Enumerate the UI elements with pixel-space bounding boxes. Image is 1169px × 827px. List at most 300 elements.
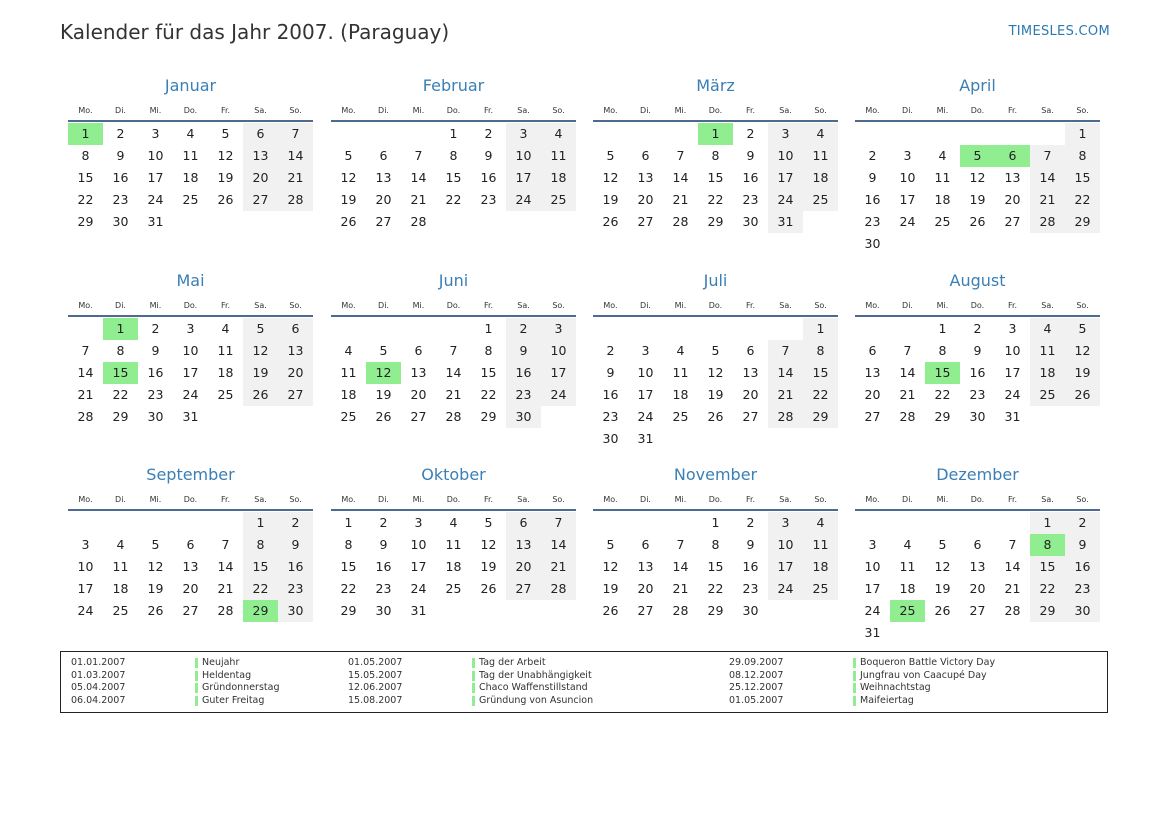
weekday-label: Mo.: [603, 495, 618, 504]
day-cell: 3: [641, 343, 650, 358]
day-cell: 26: [707, 409, 724, 424]
day-cell: 31: [182, 409, 199, 424]
day-cell: 12: [147, 559, 164, 574]
weekend-day: 14: [278, 145, 313, 167]
day-cell: 23: [480, 192, 497, 207]
empty-cell: [733, 318, 768, 340]
holiday-marker: [472, 683, 475, 693]
day-cell: 9: [868, 170, 877, 185]
weekday-label: So.: [814, 301, 827, 310]
week-row: [855, 233, 1100, 255]
day-cell: 31: [410, 603, 427, 618]
day-cell: 10: [182, 343, 199, 358]
empty-cell: [541, 600, 576, 622]
empty-cell: [401, 123, 436, 145]
day-cell: 2: [484, 126, 493, 141]
weekday-label: Sa.: [254, 106, 267, 115]
empty-cell: [471, 600, 506, 622]
day-cell: 1: [938, 321, 947, 336]
day-cell: 17: [410, 559, 427, 574]
week-row: [593, 406, 838, 428]
month-divider: [855, 509, 1100, 511]
day-cell: 30: [742, 214, 759, 229]
day-cell: 21: [1004, 581, 1021, 596]
day-cell: 28: [410, 214, 427, 229]
week-row: [593, 123, 838, 145]
weekend-day: 3: [541, 318, 576, 340]
day-cell: 27: [637, 214, 654, 229]
day-cell: 19: [934, 581, 951, 596]
day-cell: 26: [147, 603, 164, 618]
holiday-day: 6: [995, 145, 1030, 167]
day-cell: 5: [484, 515, 493, 530]
empty-cell: [803, 428, 838, 450]
weekend-day: 18: [803, 556, 838, 578]
weekday-label: Di.: [378, 106, 389, 115]
month-divider: [331, 315, 576, 317]
day-cell: 23: [864, 214, 881, 229]
weekend-day: 4: [803, 123, 838, 145]
empty-cell: [68, 512, 103, 534]
day-cell: 4: [221, 321, 230, 336]
weekend-day: 26: [1065, 384, 1100, 406]
week-row: [68, 145, 313, 167]
weekday-header: [855, 104, 1100, 118]
weekend-day: 7: [278, 123, 313, 145]
weekday-label: Do.: [183, 106, 198, 115]
week-row: [331, 578, 576, 600]
weekday-header: [593, 104, 838, 118]
weekend-day: 15: [1030, 556, 1065, 578]
day-cell: 19: [217, 170, 234, 185]
day-cell: 15: [445, 170, 462, 185]
day-cell: 23: [742, 192, 759, 207]
day-cell: 24: [182, 387, 199, 402]
day-cell: 11: [934, 170, 951, 185]
empty-cell: [733, 428, 768, 450]
weekday-label: Di.: [640, 495, 651, 504]
day-cell: 4: [186, 126, 195, 141]
empty-cell: [995, 233, 1030, 255]
month-name: August: [949, 271, 1006, 290]
weekend-day: 23: [278, 578, 313, 600]
day-cell: 25: [445, 581, 462, 596]
month-name: November: [673, 465, 758, 484]
day-cell: 30: [147, 409, 164, 424]
day-cell: 26: [934, 603, 951, 618]
week-row: [593, 318, 838, 340]
day-cell: 26: [602, 603, 619, 618]
week-row: [68, 406, 313, 428]
week-row: [593, 578, 838, 600]
day-cell: 3: [186, 321, 195, 336]
day-cell: 19: [707, 387, 724, 402]
day-cell: 6: [414, 343, 423, 358]
weekend-day: 27: [243, 189, 278, 211]
day-cell: 16: [375, 559, 392, 574]
day-cell: 5: [379, 343, 388, 358]
week-row: [68, 578, 313, 600]
month-divider: [855, 315, 1100, 317]
day-cell: 26: [375, 409, 392, 424]
weekday-label: Fr.: [745, 106, 756, 115]
weekend-day: 18: [541, 167, 576, 189]
day-cell: 9: [606, 365, 615, 380]
week-row: [855, 340, 1100, 362]
weekend-day: 3: [768, 512, 803, 534]
weekday-label: Mo.: [78, 495, 93, 504]
day-cell: 20: [637, 581, 654, 596]
weekday-label: Do.: [446, 106, 461, 115]
day-cell: 19: [480, 559, 497, 574]
empty-cell: [278, 211, 313, 233]
empty-cell: [208, 512, 243, 534]
day-cell: 4: [449, 515, 458, 530]
weekday-label: Mo.: [603, 106, 618, 115]
day-cell: 16: [864, 192, 881, 207]
empty-cell: [1065, 406, 1100, 428]
day-cell: 7: [676, 537, 685, 552]
day-cell: 28: [1004, 603, 1021, 618]
day-cell: 27: [375, 214, 392, 229]
weekend-day: 8: [803, 340, 838, 362]
day-cell: 30: [742, 603, 759, 618]
month-divider: [68, 509, 313, 511]
weekend-day: 31: [768, 211, 803, 233]
weekday-label: So.: [1076, 106, 1089, 115]
month-name: April: [959, 76, 996, 95]
weekend-day: 15: [803, 362, 838, 384]
holiday-name: Maifeiertag: [860, 695, 914, 707]
week-row: [855, 189, 1100, 211]
weekday-label: Fr.: [220, 495, 231, 504]
weekend-day: 30: [1065, 600, 1100, 622]
day-cell: 24: [410, 581, 427, 596]
month-divider: [331, 120, 576, 122]
week-row: [68, 123, 313, 145]
month-juli: [593, 268, 838, 450]
day-cell: 17: [1004, 365, 1021, 380]
weekday-label: Sa.: [779, 301, 792, 310]
day-cell: 18: [340, 387, 357, 402]
day-cell: 12: [934, 559, 951, 574]
weekend-day: 22: [1065, 189, 1100, 211]
day-cell: 5: [344, 148, 353, 163]
empty-cell: [925, 622, 960, 644]
weekend-day: 2: [506, 318, 541, 340]
day-cell: 6: [379, 148, 388, 163]
weekend-day: 11: [541, 145, 576, 167]
day-cell: 24: [864, 603, 881, 618]
weekend-day: 5: [243, 318, 278, 340]
weekend-day: 15: [1065, 167, 1100, 189]
weekday-label: Sa.: [1041, 106, 1054, 115]
day-cell: 14: [899, 365, 916, 380]
week-row: [855, 362, 1100, 384]
month-name: Januar: [164, 76, 217, 95]
day-cell: 24: [637, 409, 654, 424]
day-cell: 7: [81, 343, 90, 358]
day-cell: 2: [151, 321, 160, 336]
weekday-label: So.: [1076, 301, 1089, 310]
day-cell: 11: [182, 148, 199, 163]
weekend-day: 25: [1030, 384, 1065, 406]
day-cell: 29: [480, 409, 497, 424]
day-cell: 5: [938, 537, 947, 552]
weekend-day: 13: [243, 145, 278, 167]
day-cell: 19: [340, 192, 357, 207]
day-cell: 22: [480, 387, 497, 402]
day-cell: 28: [672, 603, 689, 618]
day-cell: 28: [77, 409, 94, 424]
day-cell: 13: [864, 365, 881, 380]
empty-cell: [436, 600, 471, 622]
weekend-day: 9: [278, 534, 313, 556]
day-cell: 13: [637, 559, 654, 574]
month-august: [855, 268, 1100, 428]
weekend-day: 24: [768, 578, 803, 600]
weekday-label: Sa.: [779, 106, 792, 115]
weekend-day: 3: [768, 123, 803, 145]
weekend-day: 10: [506, 145, 541, 167]
weekday-label: So.: [814, 106, 827, 115]
holiday-date: 01.03.2007: [71, 669, 126, 681]
day-cell: 7: [414, 148, 423, 163]
day-cell: 27: [742, 409, 759, 424]
empty-cell: [138, 512, 173, 534]
holiday-day: 1: [698, 123, 733, 145]
month-name: Juli: [703, 271, 728, 290]
month-januar: [68, 73, 313, 233]
week-row: [593, 534, 838, 556]
day-cell: 10: [410, 537, 427, 552]
weekend-day: 27: [278, 384, 313, 406]
weekday-label: Do.: [708, 106, 723, 115]
day-cell: 21: [410, 192, 427, 207]
day-cell: 29: [112, 409, 129, 424]
weekend-day: 16: [278, 556, 313, 578]
week-row: [68, 384, 313, 406]
weekend-day: 26: [243, 384, 278, 406]
week-row: [593, 145, 838, 167]
day-cell: 15: [707, 170, 724, 185]
weekday-label: Sa.: [254, 301, 267, 310]
empty-cell: [506, 600, 541, 622]
day-cell: 28: [899, 409, 916, 424]
weekday-label: So.: [289, 301, 302, 310]
month-märz: [593, 73, 838, 233]
weekend-day: 10: [541, 340, 576, 362]
weekend-day: 23: [1065, 578, 1100, 600]
day-cell: 13: [182, 559, 199, 574]
day-cell: 21: [445, 387, 462, 402]
weekday-label: Mo.: [865, 301, 880, 310]
day-cell: 5: [606, 537, 615, 552]
day-cell: 11: [899, 559, 916, 574]
month-name: Juni: [438, 271, 469, 290]
weekend-day: 16: [506, 362, 541, 384]
weekday-label: Do.: [446, 301, 461, 310]
day-cell: 24: [899, 214, 916, 229]
week-row: [855, 556, 1100, 578]
empty-cell: [890, 512, 925, 534]
week-row: [593, 512, 838, 534]
weekend-day: 14: [541, 534, 576, 556]
weekend-day: 21: [278, 167, 313, 189]
day-cell: 12: [707, 365, 724, 380]
week-row: [855, 534, 1100, 556]
weekday-label: Mo.: [78, 301, 93, 310]
day-cell: 20: [375, 192, 392, 207]
week-row: [593, 189, 838, 211]
day-cell: 21: [672, 581, 689, 596]
holiday-date: 25.12.2007: [729, 682, 784, 694]
empty-cell: [628, 123, 663, 145]
weekday-label: Mi.: [412, 106, 425, 115]
weekday-label: Mi.: [149, 106, 162, 115]
day-cell: 16: [969, 365, 986, 380]
day-cell: 2: [746, 515, 755, 530]
day-cell: 11: [217, 343, 234, 358]
day-cell: 11: [445, 537, 462, 552]
holiday-day: 12: [366, 362, 401, 384]
holiday-name: Guter Freitag: [202, 695, 265, 707]
empty-cell: [663, 123, 698, 145]
weekday-label: Mo.: [603, 301, 618, 310]
weekend-day: 22: [1030, 578, 1065, 600]
day-cell: 23: [375, 581, 392, 596]
month-mai: [68, 268, 313, 428]
empty-cell: [1030, 123, 1065, 145]
week-row: [855, 622, 1100, 644]
day-cell: 27: [637, 603, 654, 618]
empty-cell: [995, 123, 1030, 145]
weekend-day: 12: [243, 340, 278, 362]
week-row: [68, 189, 313, 211]
day-cell: 6: [641, 148, 650, 163]
day-cell: 20: [410, 387, 427, 402]
weekend-day: 7: [541, 512, 576, 534]
weekend-day: 20: [278, 362, 313, 384]
day-cell: 18: [672, 387, 689, 402]
day-cell: 2: [116, 126, 125, 141]
weekday-label: Fr.: [483, 495, 494, 504]
day-cell: 8: [484, 343, 493, 358]
week-row: [593, 211, 838, 233]
empty-cell: [401, 318, 436, 340]
week-row: [331, 145, 576, 167]
holiday-date: 01.05.2007: [348, 657, 403, 668]
day-cell: 25: [934, 214, 951, 229]
holiday-day: 15: [925, 362, 960, 384]
week-row: [68, 167, 313, 189]
day-cell: 11: [112, 559, 129, 574]
week-row: [855, 512, 1100, 534]
weekday-label: So.: [552, 301, 565, 310]
week-row: [331, 384, 576, 406]
month-name: Dezember: [936, 465, 1019, 484]
day-cell: 18: [899, 581, 916, 596]
weekend-day: 22: [243, 578, 278, 600]
day-cell: 4: [676, 343, 685, 358]
day-cell: 10: [1004, 343, 1021, 358]
weekend-day: 9: [506, 340, 541, 362]
day-cell: 19: [602, 192, 619, 207]
empty-cell: [1065, 233, 1100, 255]
empty-cell: [960, 512, 995, 534]
holiday-day: 1: [68, 123, 103, 145]
weekend-day: 29: [1030, 600, 1065, 622]
weekend-day: 17: [768, 556, 803, 578]
empty-cell: [855, 318, 890, 340]
day-cell: 22: [112, 387, 129, 402]
week-row: [593, 362, 838, 384]
day-cell: 12: [602, 170, 619, 185]
day-cell: 12: [969, 170, 986, 185]
holiday-marker: [195, 696, 198, 706]
day-cell: 21: [77, 387, 94, 402]
day-cell: 21: [672, 192, 689, 207]
weekday-label: Do.: [446, 495, 461, 504]
weekend-day: 5: [1065, 318, 1100, 340]
day-cell: 21: [217, 581, 234, 596]
empty-cell: [208, 406, 243, 428]
empty-cell: [471, 211, 506, 233]
day-cell: 25: [182, 192, 199, 207]
day-cell: 7: [676, 148, 685, 163]
day-cell: 12: [602, 559, 619, 574]
day-cell: 9: [379, 537, 388, 552]
brand-link[interactable]: TIMESLES.COM: [1008, 24, 1110, 39]
weekday-label: Fr.: [483, 301, 494, 310]
day-cell: 20: [1004, 192, 1021, 207]
holiday-date: 15.05.2007: [348, 669, 403, 681]
day-cell: 17: [182, 365, 199, 380]
empty-cell: [663, 428, 698, 450]
day-cell: 20: [864, 387, 881, 402]
day-cell: 13: [1004, 170, 1021, 185]
weekend-day: 13: [506, 534, 541, 556]
day-cell: 26: [340, 214, 357, 229]
week-row: [68, 318, 313, 340]
weekend-day: 10: [768, 534, 803, 556]
day-cell: 17: [147, 170, 164, 185]
weekend-day: 11: [803, 534, 838, 556]
weekday-header: [331, 493, 576, 507]
day-cell: 10: [77, 559, 94, 574]
day-cell: 5: [711, 343, 720, 358]
week-row: [331, 167, 576, 189]
day-cell: 26: [602, 214, 619, 229]
weekday-label: Mo.: [78, 106, 93, 115]
day-cell: 4: [938, 148, 947, 163]
week-row: [593, 556, 838, 578]
empty-cell: [925, 123, 960, 145]
day-cell: 9: [746, 148, 755, 163]
weekend-day: 4: [803, 512, 838, 534]
weekday-label: So.: [552, 495, 565, 504]
month-september: [68, 462, 313, 622]
weekday-label: Mo.: [341, 106, 356, 115]
month-name: September: [146, 465, 235, 484]
day-cell: 2: [746, 126, 755, 141]
holiday-date: 29.09.2007: [729, 657, 784, 668]
day-cell: 15: [707, 559, 724, 574]
week-row: [331, 211, 576, 233]
holiday-date: 01.01.2007: [71, 657, 126, 668]
weekend-day: 28: [278, 189, 313, 211]
month-name: Februar: [422, 76, 485, 95]
